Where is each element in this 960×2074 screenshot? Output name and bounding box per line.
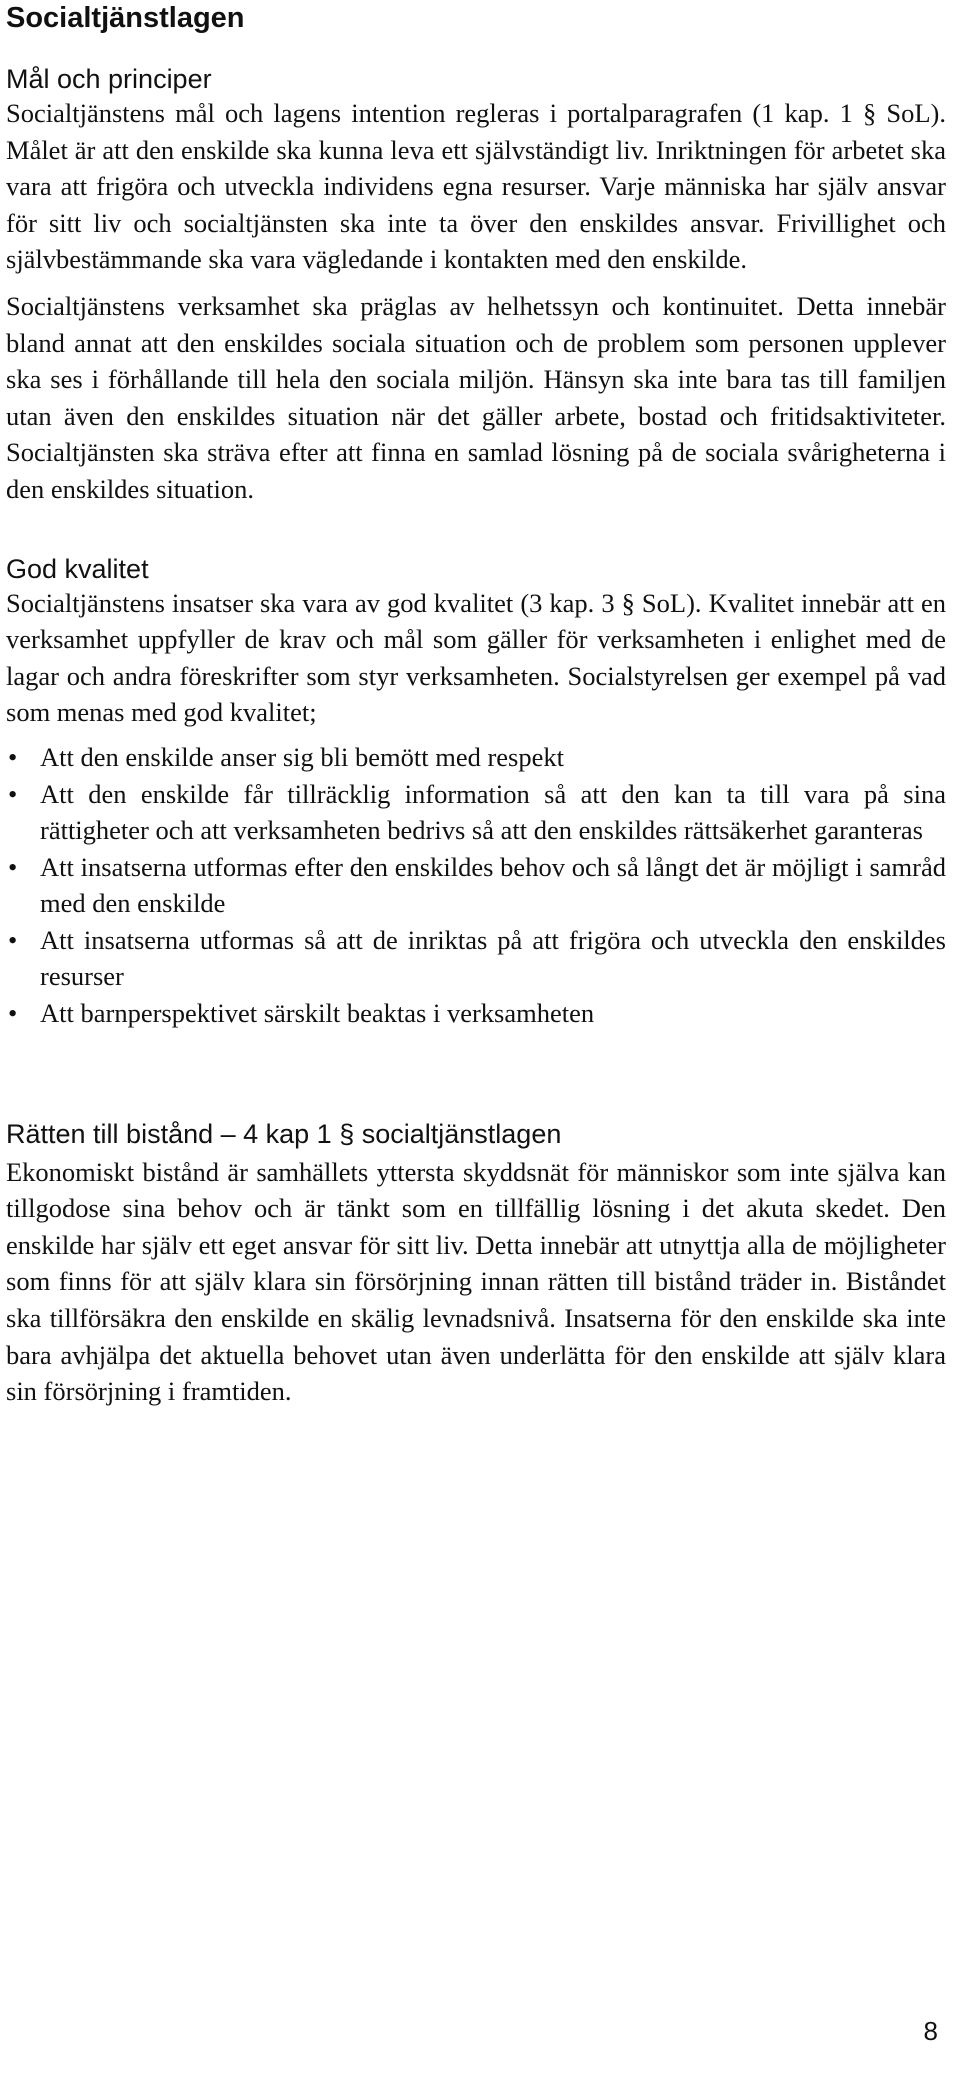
quality-bullet-list: [6, 739, 946, 1032]
bullet-icon: •: [8, 778, 18, 809]
list-item: • Att insatserna utformas efter den enskildes behov och så långt det är möjligt i samråd med den enskilde: [6, 849, 946, 922]
page-number: 8: [923, 2016, 938, 2046]
paragraph-bistand-1: Ekonomiskt bistånd är samhällets yttersta skyddsnät för människor som inte själva kan tillgodose sina behov och är tänkt som en tillfällig lösning i det akuta skedet. Den enskilde har själv ett eget ansvar för sitt liv. Detta innebär att utnyttja alla de möjligheter som finns för att själv klara sin försörjning innan rätten till bistånd träder in. Biståndet ska tillförsäkra den enskilde en skälig levnadsnivå. Insatserna för den enskilde ska inte bara avhjälpa det aktuella behovet utan även underlätta för den enskilde att själv klara sin försörjning i framtiden.: [6, 1156, 946, 1407]
bullet-icon: •: [8, 998, 18, 1029]
list-item: • Att insatserna utformas så att de inriktas på att frigöra och utveckla den enskildes resurser: [6, 922, 946, 995]
list-item: • Att den enskilde får tillräcklig information så att den kan ta till vara på sina rättigheter och att verksamheten bedrivs så att den enskildes rättsäkerhet garanteras: [6, 776, 946, 849]
list-item: • Att den enskilde anser sig bli bemött med respekt: [6, 739, 946, 776]
document-page: [6, 0, 946, 1410]
paragraph-kvalitet-1: Socialtjänstens insatser ska vara av god kvalitet (3 kap. 3 § SoL). Kvalitet innebär att en verksamhet uppfyller de krav och mål som gäller för verksamheten i enlighet med de lagar och andra föreskrifter som styr verksamheten. Socialstyrelsen ger exempel på vad som menas med god kvalitet;: [6, 587, 946, 728]
list-item: • Att barnperspektivet särskilt beaktas i verksamheten: [6, 995, 946, 1032]
document-title: Socialtjänstlagen: [6, 2, 245, 34]
section-heading-mal: Mål och principer: [6, 64, 212, 94]
section-heading-kvalitet: God kvalitet: [6, 553, 149, 584]
section-heading-bistand: Rätten till bistånd – 4 kap 1 § socialtjänstlagen: [6, 1118, 562, 1149]
bullet-icon: •: [8, 851, 18, 882]
paragraph-mal-1: Socialtjänstens mål och lagens intention regleras i portalparagrafen (1 kap. 1 § SoL). Målet är att den enskilde ska kunna leva ett självständigt liv. Inriktningen för arbetet ska vara att frigöra och utveckla individens egna resurser. Varje människa har själv ansvar för sitt liv och socialtjänsten ska inte ta över den enskildes ansvar. Frivillighet och självbestämmande ska vara vägledande i kontakten med den enskilde.: [6, 98, 946, 275]
bullet-icon: •: [8, 741, 18, 772]
paragraph-mal-2: Socialtjänstens verksamhet ska präglas av helhetssyn och kontinuitet. Detta innebär bland annat att den enskildes sociala situation och de problem som personen upplever ska ses i förhållande till hela den sociala miljön. Hänsyn ska inte bara tas till familjen utan även den enskildes situation när det gäller arbete, bostad och fritidsaktiviteter. Socialtjänsten ska sträva efter att finna en samlad lösning på de sociala svårigheterna i den enskildes situation.: [6, 290, 946, 504]
bullet-icon: •: [8, 924, 18, 955]
